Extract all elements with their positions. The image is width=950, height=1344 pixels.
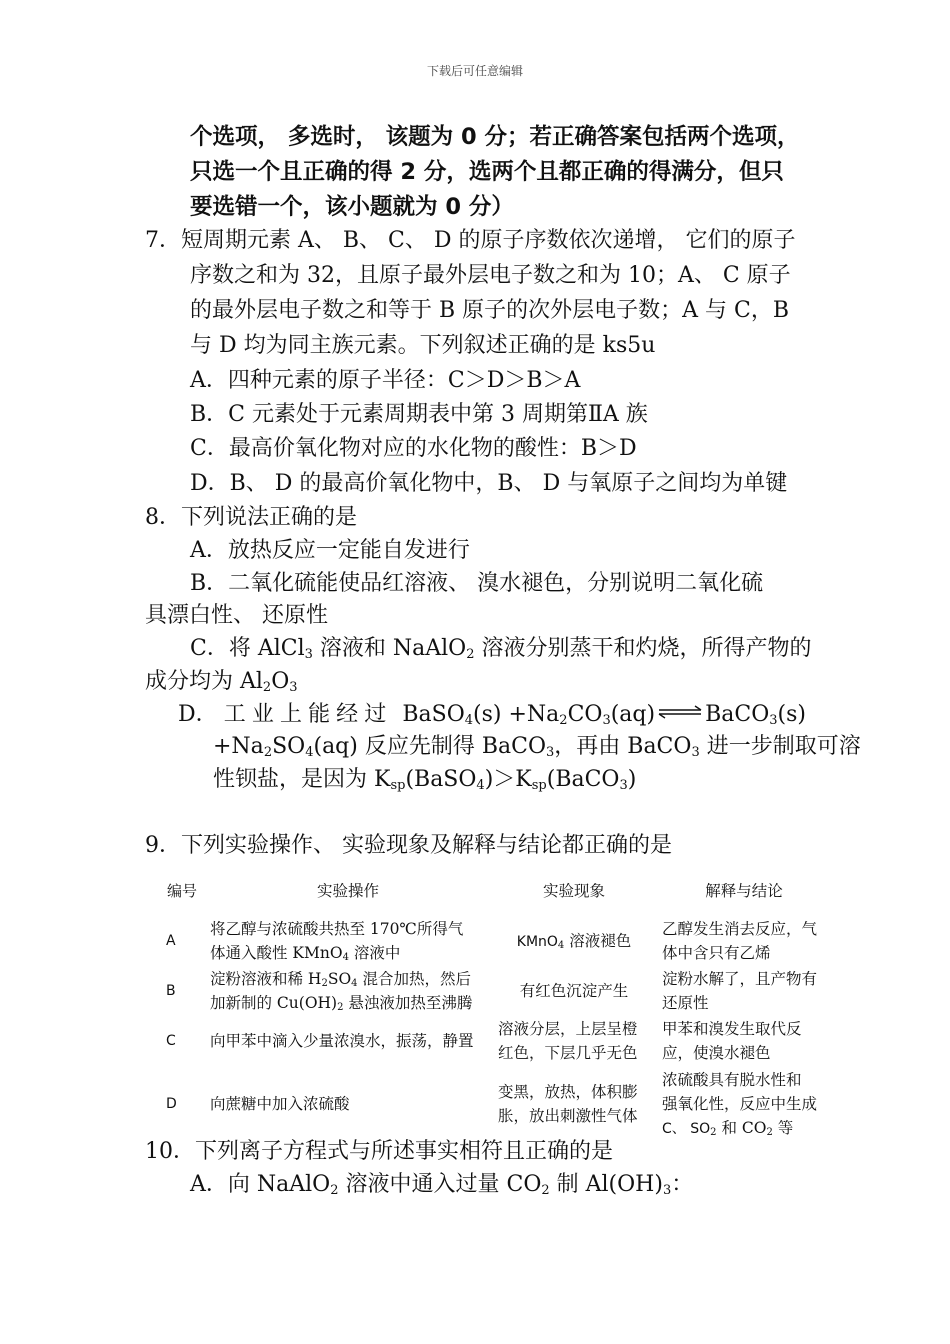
q8-option-d-equation: BaSO$_4$(s) $+Na_2CO_3(aq)$ BaCO$_3$(s) [402,702,806,728]
q10-option-a: A．向 NaAlO$_2$ 溶液中通入过量 $CO_2$ 制 $Al(OH)_3$： [190,1172,694,1198]
row-b-number: B [166,983,176,999]
q9-stem: 9．下列实验操作、 实验现象及解释与结论都正确的是 [145,833,672,858]
q7-stem-line-4: 与 D 均为同主族元素。下列叙述正确的是 ks5u [190,333,656,358]
row-b-operation: 淀粉溶液和稀 $H_2SO_4$ 混合加热，然后 加新制的 $Cu(OH)_2$ 悬浊液加热至沸腾 [210,970,473,1013]
q7-option-b: B．C 元素处于元素周期表中第 3 周期第ⅡA 族 [190,402,648,427]
row-a-phenomenon: KMnO$_4$ 溶液褪色 [516,931,632,951]
q9-experiment-table [160,866,832,1142]
row-c-explanation: 甲苯和溴发生取代反 应，使溴水褪色 [662,1020,802,1062]
row-a-operation: 将乙醇与浓硫酸共热至 170℃所得气 体通入酸性 KMnO$_4$ 溶液中 [210,920,464,963]
header-phenomenon: 实验现象 [542,882,605,900]
row-b-phenomenon: 有红色沉淀产生 [519,982,629,1000]
row-a-explanation: 乙醇发生消去反应，气 体中含只有乙烯 [662,920,818,962]
q7-stem-line-1: 7．短周期元素 A、 B、 C、 D 的原子序数依次递增， 它们的原子 [145,228,796,253]
row-c-operation: 向甲苯中滴入少量浓溴水，振荡，静置 [210,1032,474,1050]
q8-option-c-line-1: C．将 AlCl$_3$ 溶液和 NaAlO$_2$ 溶液分别蒸干和灼烧，所得产物的 [190,636,812,662]
q8-option-a: A．放热反应一定能自发进行 [190,538,470,563]
row-a-number: A [166,933,176,949]
table-row [160,966,832,1016]
header-explanation: 解释与结论 [705,882,783,900]
q10-stem: 10．下列离子方程式与所述事实相符且正确的是 [145,1139,613,1164]
q7-stem-line-3: 的最外层电子数之和等于 B 原子的次外层电子数；A 与 C，B [190,298,790,323]
table-row [160,1016,832,1066]
q7-option-a: A．四种元素的原子半径：C＞D＞B＞A [190,368,581,393]
row-d-explanation: 浓硫酸具有脱水性和 强氧化性，反应中生成 C、 $SO_2$ 和 $CO_2$ 等 [662,1070,818,1138]
q8-option-d-line-2: $+Na_2SO_4(aq)$ 反应先制得 BaCO$_3$，再由 BaCO$_3$ 进一步制取可溶 [213,734,861,760]
q8-option-d-line-3: 性钡盐，是因为 $K_{sp}(BaSO_4)>K_{sp}(BaCO_3)$ [213,767,637,793]
q8-option-d-line-1 [178,700,806,730]
header-operation: 实验操作 [316,882,379,900]
intro-line-2: 只选一个且正确的得 2 分，选两个且都正确的得满分，但只 [190,159,784,185]
table-row [160,916,832,966]
q8-option-c-line-2: 成分均为 $Al_2O_3$ [145,669,298,695]
table-header-row [160,866,832,916]
row-c-number: C [166,1033,176,1049]
equilibrium-arrow-icon [657,705,703,719]
q7-option-c: C．最高价氧化物对应的水化物的酸性：B＞D [190,436,637,461]
table-row [160,1066,832,1142]
q8-option-b-line-2: 具漂白性、 还原性 [145,603,328,628]
q8-option-b-line-1: B．二氧化硫能使品红溶液、 溴水褪色，分别说明二氧化硫 [190,571,764,596]
intro-line-3: 要选错一个，该小题就为 0 分） [190,194,514,220]
row-b-explanation: 淀粉水解了，且产物有 还原性 [662,970,818,1012]
row-d-phenomenon: 变黑，放热，体积膨 胀，放出刺激性气体 [498,1083,638,1125]
q8-option-d-spaced-words: D． 工 业 上 能 经 过 [178,702,387,727]
row-d-number: D [166,1096,177,1112]
row-c-phenomenon: 溶液分层，上层呈橙 红色，下层几乎无色 [498,1020,638,1062]
row-d-operation: 向蔗糖中加入浓硫酸 [210,1095,350,1113]
q8-stem: 8．下列说法正确的是 [145,505,357,530]
q7-stem-line-2: 序数之和为 32，且原子最外层电子数之和为 10；A、 C 原子 [190,263,791,288]
header-number: 编号 [166,882,197,900]
q7-option-d: D．B、 D 的最高价氧化物中，B、 D 与氧原子之间均为单键 [190,471,788,496]
intro-line-1: 个选项， 多选时， 该题为 0 分；若正确答案包括两个选项， [190,124,800,150]
page-header: 下载后可任意编辑 [426,64,523,78]
